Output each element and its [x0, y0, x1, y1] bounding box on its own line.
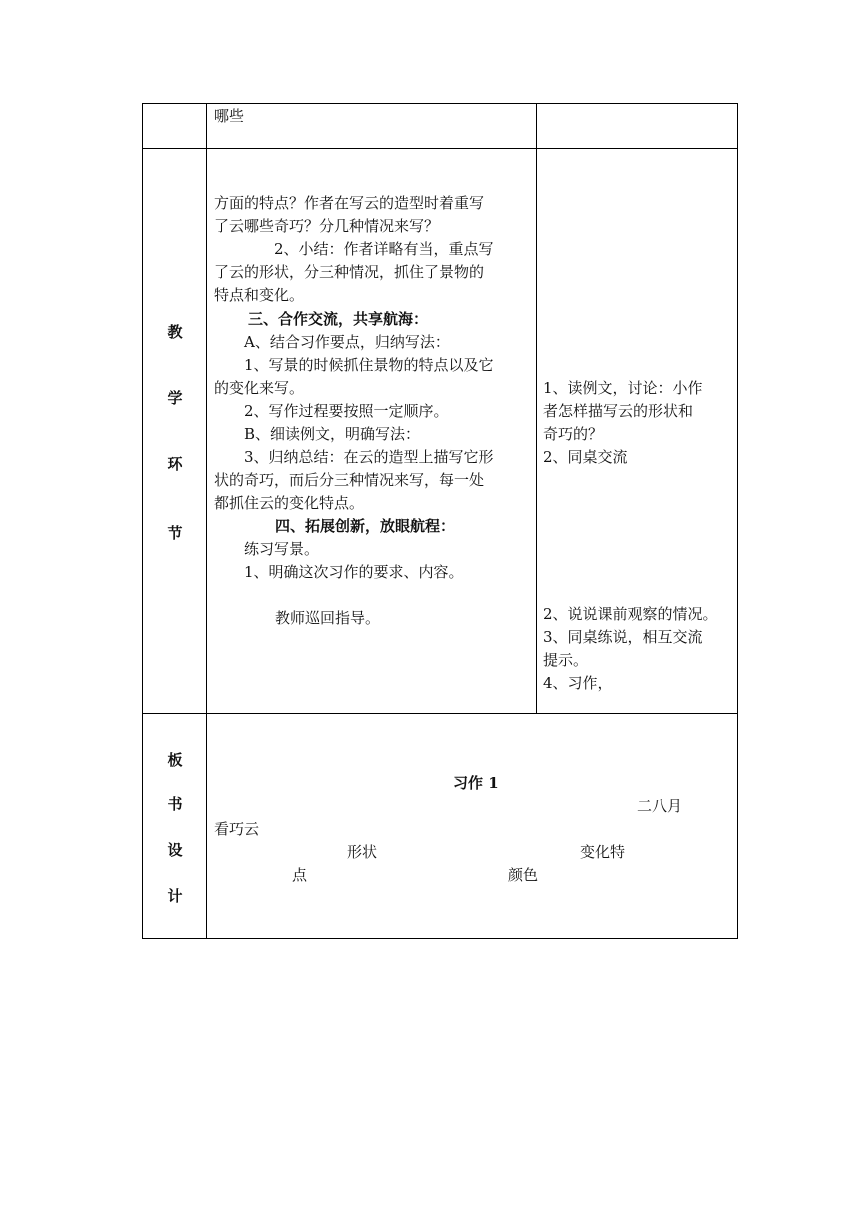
content-line: 特点和变化。 — [214, 286, 305, 304]
content-line: 1、明确这次习作的要求、内容。 — [244, 563, 464, 581]
column-divider — [536, 104, 537, 713]
activity-line: 1、读例文，讨论：小作 — [543, 379, 703, 397]
row2-label-char: 节 — [167, 524, 183, 542]
content-line: 练习写景。 — [244, 540, 320, 558]
content-line: A、结合习作要点，归纳写法： — [244, 333, 450, 351]
row3-label-char: 计 — [167, 887, 183, 905]
activity-line: 者怎样描写云的形状和 — [543, 402, 694, 420]
board-subject: 看巧云 — [214, 820, 260, 838]
activity-line: 3、同桌练说，相互交流 — [543, 628, 703, 646]
board-word-color: 颜色 — [508, 866, 539, 884]
row3-label-char: 设 — [167, 841, 183, 859]
board-date: 二八月 — [637, 797, 683, 815]
activity-line: 奇巧的？ — [543, 425, 604, 443]
row1-content-text: 哪些 — [214, 107, 245, 125]
activity-line: 提示。 — [543, 651, 589, 669]
content-line: 了云哪些奇巧？分几种情况来写？ — [214, 217, 440, 235]
row2-label-char: 环 — [167, 455, 183, 473]
activity-line: 2、说说课前观察的情况。 — [543, 605, 718, 623]
content-line: 教师巡回指导。 — [275, 609, 381, 627]
content-line: 方面的特点？作者在写云的造型时着重写 — [214, 194, 485, 212]
row-divider — [143, 713, 737, 714]
board-title: 习作 1 — [453, 774, 499, 792]
content-line: 的变化来写。 — [214, 379, 305, 397]
lesson-plan-table — [142, 103, 738, 939]
board-word-point: 点 — [292, 866, 308, 884]
row2-label-char: 学 — [167, 389, 183, 407]
section-heading: 三、合作交流，共享航海： — [248, 310, 429, 328]
content-line: 1、写景的时候抓住景物的特点以及它 — [244, 356, 494, 374]
row3-label-char: 板 — [167, 751, 183, 769]
activity-line: 2、同桌交流 — [543, 448, 628, 466]
board-word-change: 变化特 — [580, 843, 626, 861]
content-line: B、细读例文，明确写法： — [244, 425, 421, 443]
content-line: 了云的形状，分三种情况，抓住了景物的 — [214, 263, 485, 281]
content-line: 2、写作过程要按照一定顺序。 — [244, 402, 449, 420]
content-line: 状的奇巧，而后分三种情况来写，每一处 — [214, 471, 485, 489]
content-line: 3、归纳总结：在云的造型上描写它形 — [244, 448, 494, 466]
content-line: 都抓住云的变化特点。 — [214, 494, 365, 512]
activity-line: 4、习作， — [543, 674, 613, 692]
section-heading: 四、拓展创新，放眼航程： — [275, 517, 456, 535]
row3-label-char: 书 — [167, 795, 183, 813]
row-divider — [143, 148, 737, 149]
row2-label-char: 教 — [167, 323, 183, 341]
board-word-shape: 形状 — [347, 843, 378, 861]
content-line: 2、小结：作者详略有当，重点写 — [274, 240, 494, 258]
